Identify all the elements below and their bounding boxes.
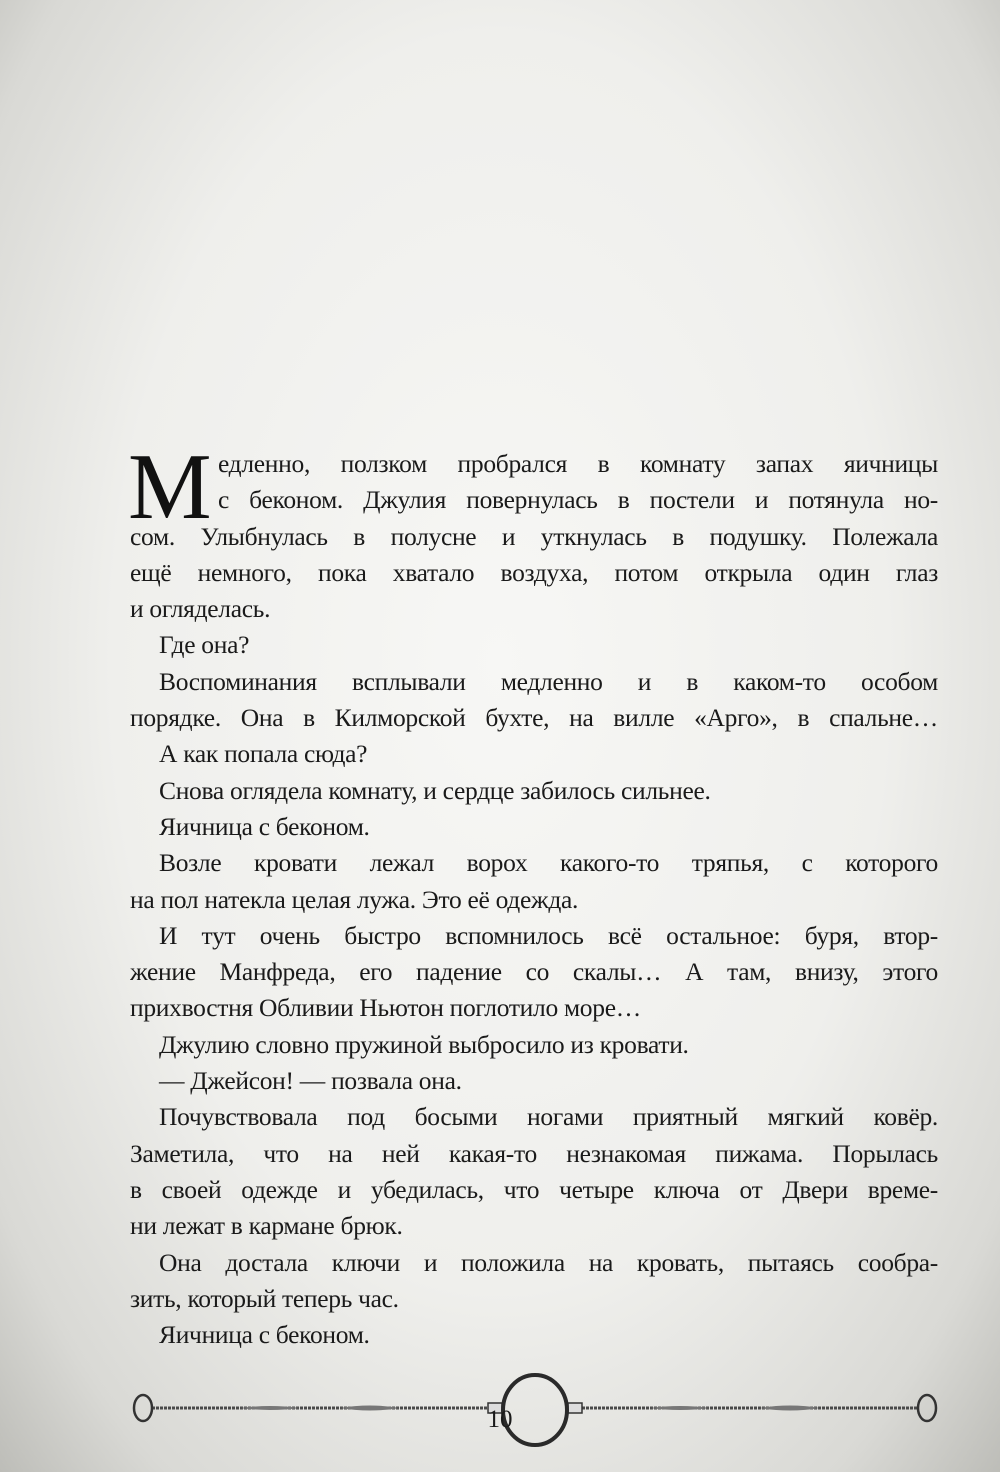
text-line: А как попала сюда? [159,739,368,769]
drop-cap: М [128,435,210,539]
text-line: сом. Улыбнулась в полусне и уткнулась в подушку. Полежала [130,521,938,551]
text-line: И тут очень быстро вспомнилось всё остальное: буря, втор- [159,920,938,950]
text-line: на пол натекла целая лужа. Это её одежда. [130,884,579,914]
text-line: порядке. Она в Килморской бухте, на вилле «Арго», в спальне… [130,703,938,733]
text-line: прихвостня Обливии Ньютон поглотило море… [130,993,641,1023]
chain-left [134,1395,502,1421]
text-line: Яичница с беконом. [159,811,370,841]
text-line: с беконом. Джулия повернулась в постели и потянула но- [218,485,938,515]
text-line: в своей одежде и убедилась, что четыре ключа от Двери време- [130,1174,938,1204]
text-line: Возле кровати лежал ворох какого-то тряпья, с которого [159,848,938,878]
text-line: Где она? [159,630,250,660]
text-line: жение Манфреда, его падение со скалы… А там, внизу, этого [130,957,938,987]
text-line: Джулию словно пружиной выбросило из кровати. [159,1029,689,1059]
text-line: и огляделась. [130,594,271,624]
text-line: Заметила, что на ней какая-то незнакомая пижама. Порылась [130,1138,938,1168]
text-line: Она достала ключи и положила на кровать, пытаясь сообра- [159,1247,938,1277]
text-line: ни лежат в кармане брюк. [130,1211,403,1241]
chain-ornament [130,1372,940,1452]
text-line: Воспоминания всплывали медленно и в каком-то особом [159,666,938,696]
chain-right [568,1395,936,1421]
page-number: 10 [487,1406,513,1433]
text-line: Снова оглядела комнату, и сердце забилось сильнее. [159,775,711,805]
text-line: — Джейсон! — позвала она. [159,1066,462,1096]
text-line: едленно, ползком пробрался в комнату запах яичницы [218,449,938,478]
text-line: ещё немного, пока хватало воздуха, потом открыла один глаз [130,557,938,587]
text-line: зить, который теперь час. [130,1283,399,1313]
text-line: Почувствовала под босыми ногами приятный мягкий ковёр. [159,1102,938,1132]
text-line: Яичница с беконом. [159,1320,370,1350]
body-text [130,446,938,1353]
